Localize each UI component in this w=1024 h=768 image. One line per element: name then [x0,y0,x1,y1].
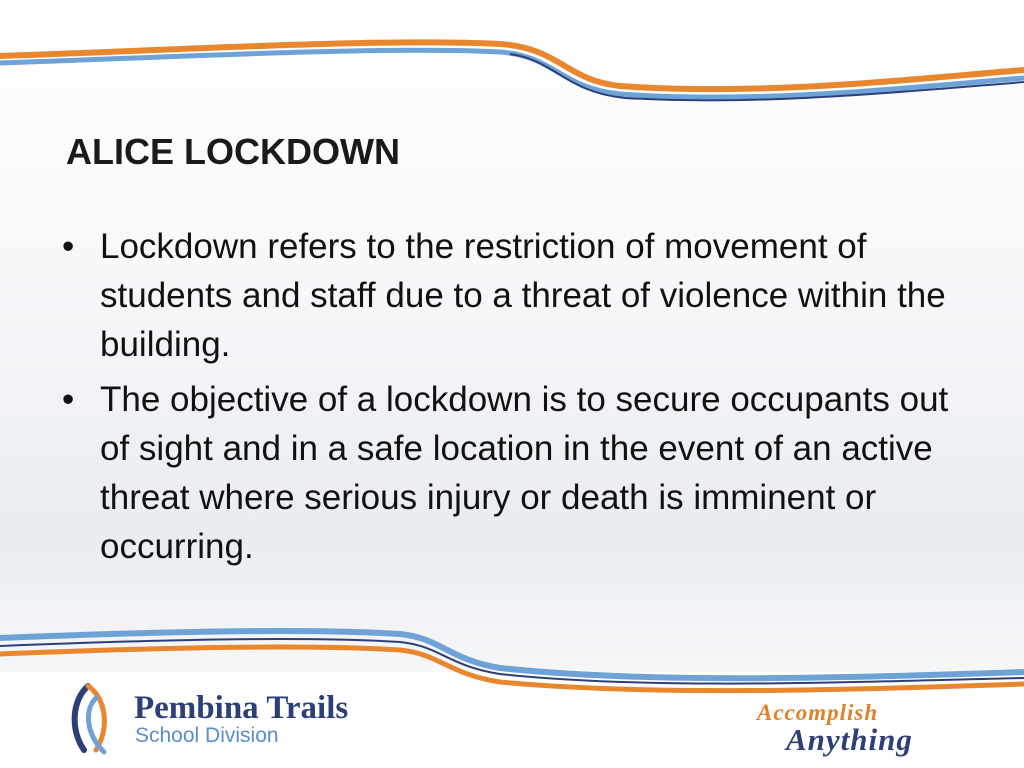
bullet-text: The objective of a lockdown is to secure occupants out of sight and in a safe location in the event of an active threat where serious injury or death is imminent or occurring. [100,380,949,566]
bullet-marker: • [62,380,75,419]
bullet-list [56,222,976,577]
bullet-text: Lockdown refers to the restriction of movement of students and staff due to a threat of violence within the building. [100,227,946,364]
bottom-wave-blue [0,631,1024,678]
slide-title: ALICE LOCKDOWN [66,131,400,172]
bullet-marker: • [62,227,75,266]
top-wave-orange [0,42,1024,89]
top-wave-decoration [0,0,1024,110]
pembina-trails-logo-icon [66,678,126,758]
bottom-wave-decoration [0,620,1024,700]
bullet-item [56,375,976,571]
tagline-line1: Accomplish [757,700,879,725]
logo-name: Pembina Trails [134,690,349,726]
top-wave-blue [0,50,1024,97]
bullet-item [56,222,976,369]
tagline-line2: Anything [786,722,913,757]
logo-subtitle: School Division [135,724,279,747]
